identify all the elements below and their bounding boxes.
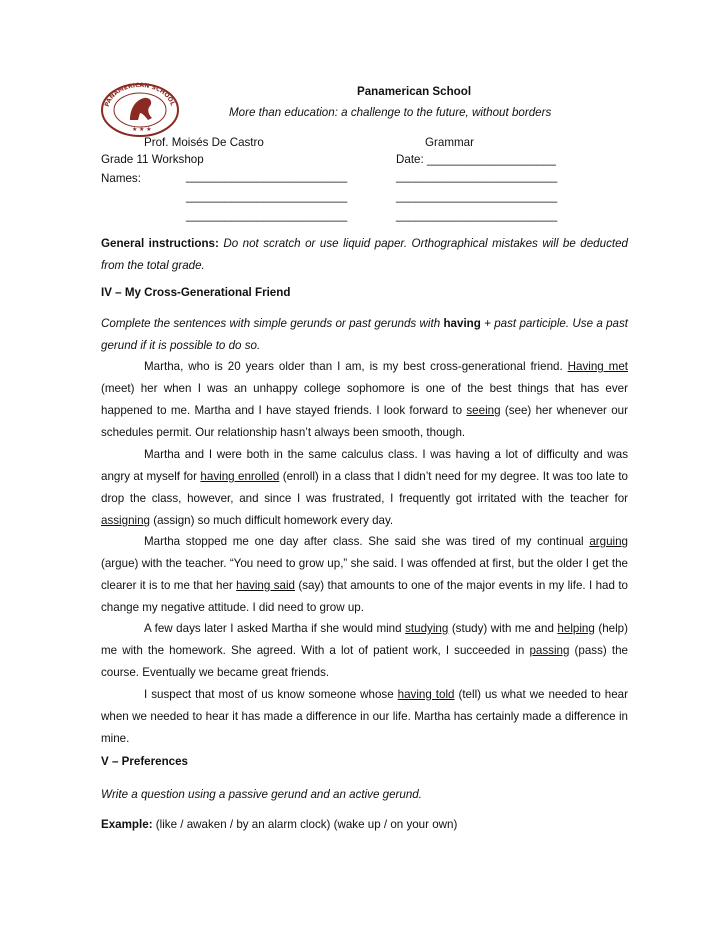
instructions-text: Do not scratch or use liquid paper. Orthographical mistakes will be deducted from the total grade. — [101, 237, 628, 272]
p3-text-2: (argue) with the teacher. “You need to grow up,” she said. I was offended at first, but the older I get the clearer it is to me that her — [101, 557, 628, 592]
p4-answer-3: passing — [529, 644, 570, 657]
date-label: Date: — [396, 153, 424, 166]
school-seal-icon — [98, 78, 182, 138]
p3-answer-1: arguing — [589, 535, 628, 548]
date-blank: ____________________ — [426, 153, 556, 166]
p2-text-1: Martha and I were both in the same calculus class. I was having a lot of difficulty and was angry at myself for — [101, 448, 628, 483]
example-label: Example: — [101, 818, 153, 831]
school-logo — [98, 78, 182, 138]
teacher-name: Prof. Moisés De Castro — [144, 136, 264, 149]
svg-text:PANAMERICAN SCHOOL: PANAMERICAN SCHOOL — [103, 81, 177, 108]
paragraph-3 — [101, 531, 628, 619]
example-text: (like / awaken / by an alarm clock) (wake up / on your own) — [152, 818, 458, 831]
p4-answer-2: helping — [557, 622, 595, 635]
general-instructions — [101, 233, 628, 277]
p2-answer-1: having enrolled — [200, 470, 280, 483]
name-blank-4[interactable]: _________________________ — [396, 190, 558, 203]
p4-text-1: A few days later I asked Martha if she would mind — [144, 622, 406, 635]
example-line — [101, 818, 457, 831]
section-5-title: V – Preferences — [101, 755, 189, 768]
p1-text-1: Martha, who is 20 years older than I am, is my best cross-generational friend. — [144, 360, 568, 373]
p2-answer-2: assigning — [101, 514, 150, 527]
p2-text-3: (assign) so much difficult homework every day. — [150, 514, 394, 527]
p4-text-4: (pass) the course. Eventually we became great friends. — [101, 644, 628, 679]
p3-text-1: Martha stopped me one day after class. She said she was tired of my continual — [144, 535, 590, 548]
p2-text-2: (enroll) in a class that I didn’t need for my degree. It was too late to drop the class, however, and since I was frustrated, I frequently got irritated with the teacher for — [101, 470, 629, 505]
school-name: Panamerican School — [357, 85, 472, 98]
directions-bold: having — [443, 317, 481, 330]
name-blank-3[interactable]: _________________________ — [186, 190, 348, 203]
name-blank-2[interactable]: _________________________ — [396, 170, 558, 183]
p4-text-3: (help) me with the homework. She agreed. With a lot of patient work, I succeeded in — [101, 622, 628, 657]
p1-answer-2: seeing — [466, 404, 501, 417]
name-blank-1[interactable]: _________________________ — [186, 170, 348, 183]
p5-answer-1: having told — [397, 688, 455, 701]
names-label: Names: — [101, 172, 141, 185]
paragraph-5 — [101, 684, 628, 750]
school-motto: More than education: a challenge to the future, without borders — [229, 106, 552, 119]
p1-text-2: (meet) her when I was an unhappy college sophomore is one of the best things that has ever happened to me. Martha and I have stayed friends. I look forward to — [101, 382, 628, 417]
date-field[interactable] — [396, 153, 556, 166]
svg-text:★ ★ ★: ★ ★ ★ — [132, 127, 152, 133]
section-4-title: IV – My Cross-Generational Friend — [101, 286, 291, 299]
subject-name: Grammar — [425, 136, 474, 149]
section-4-directions — [101, 313, 628, 357]
directions-text-2: + past participle. Use a past gerund if it is possible to do so. — [101, 317, 628, 352]
p3-text-3: (say) that amounts to one of the major events in my life. I had to change my negative attitude. I did need to grow up. — [101, 579, 628, 614]
p4-answer-1: studying — [405, 622, 449, 635]
p1-answer-1: Having met — [567, 360, 628, 373]
directions-text-1: Complete the sentences with simple gerunds or past gerunds with — [101, 317, 444, 330]
name-blank-6[interactable]: _________________________ — [396, 209, 558, 222]
name-blank-5[interactable]: _________________________ — [186, 209, 348, 222]
paragraph-2 — [101, 444, 628, 532]
p5-text-2: (tell) us what we needed to hear when we needed to hear it has made a difference in our life. Martha has certainly made a difference in mine. — [101, 688, 628, 745]
p4-text-2: (study) with me and — [448, 622, 558, 635]
p5-text-1: I suspect that most of us know someone whose — [144, 688, 398, 701]
instructions-label: General instructions: — [101, 237, 219, 250]
paragraph-1 — [101, 356, 628, 444]
workshop-title: Grade 11 Workshop — [101, 153, 204, 166]
paragraph-4 — [101, 618, 628, 684]
p1-text-3: (see) her whenever our schedules permit. Our relationship hasn’t always been smooth, though. — [101, 404, 628, 439]
section-5-directions: Write a question using a passive gerund and an active gerund. — [101, 788, 422, 801]
p3-answer-2: having said — [236, 579, 295, 592]
